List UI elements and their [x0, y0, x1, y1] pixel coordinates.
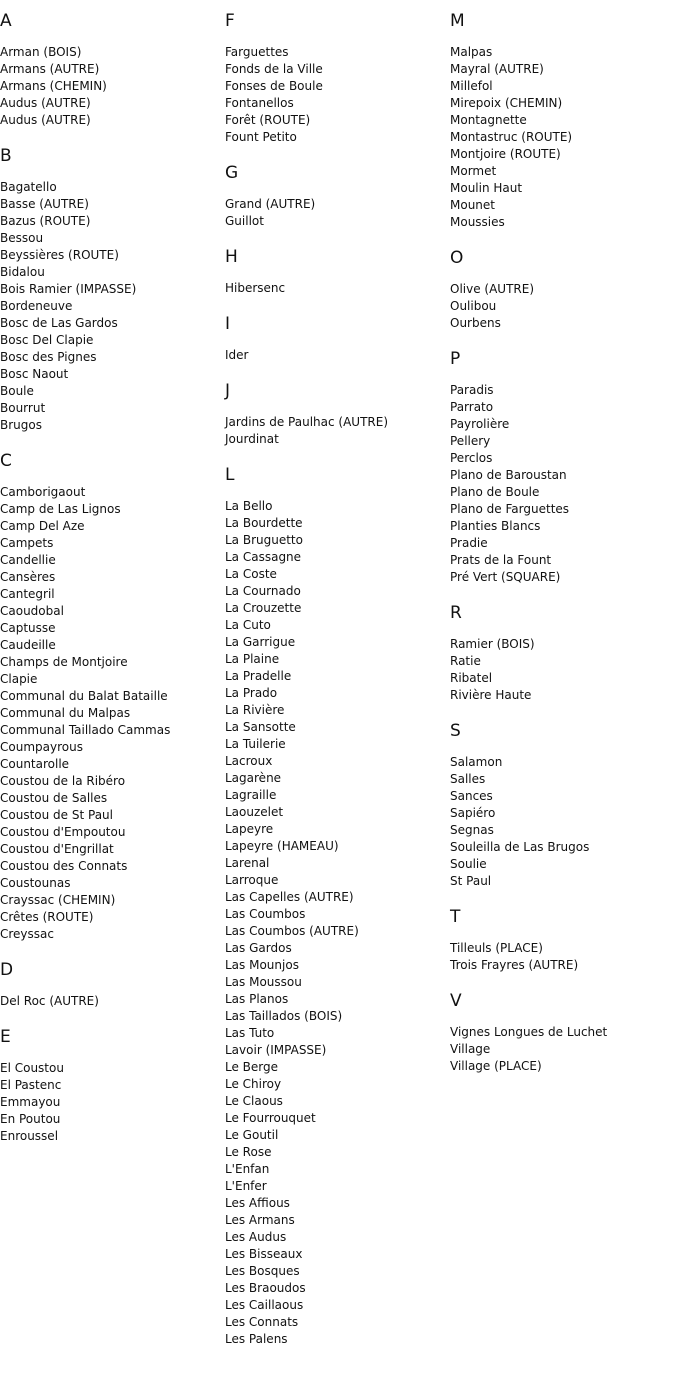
street-link[interactable]: Forêt (ROUTE): [225, 113, 311, 127]
street-link[interactable]: Les Armans: [225, 1213, 295, 1227]
street-link[interactable]: Plano de Farguettes: [450, 502, 570, 516]
street-list: [0, 44, 225, 129]
street-link[interactable]: Le Goutil: [225, 1128, 279, 1142]
street-link[interactable]: Sapiéro: [450, 806, 496, 820]
street-link[interactable]: Salles: [450, 772, 486, 786]
letter-group-c: [0, 453, 225, 943]
street-link[interactable]: Montjoire (ROUTE): [450, 147, 561, 161]
street-link[interactable]: Communal Taillado Cammas: [0, 723, 171, 737]
street-link[interactable]: Las Planos: [225, 992, 289, 1006]
street-list: [0, 484, 225, 943]
street-link[interactable]: Captusse: [0, 621, 56, 635]
street-link[interactable]: Lapeyre: [225, 822, 274, 836]
street-link[interactable]: Lagraille: [225, 788, 277, 802]
letter-heading: E: [0, 1027, 11, 1047]
street-link[interactable]: Lapeyre (HAMEAU): [225, 839, 339, 853]
street-link[interactable]: Mayral (AUTRE): [450, 62, 544, 76]
letter-heading: I: [225, 314, 231, 334]
street-link[interactable]: Communal du Balat Bataille: [0, 689, 168, 703]
street-list: [450, 382, 675, 586]
letter-heading: G: [225, 163, 239, 183]
letter-group-j: [225, 383, 450, 448]
index-column-3: [450, 0, 675, 1075]
street-list: [0, 993, 225, 1010]
street-list: [225, 347, 450, 364]
street-link[interactable]: Countarolle: [0, 757, 70, 771]
letter-group-f: [225, 13, 450, 146]
street-link[interactable]: Larroque: [225, 873, 279, 887]
street-link[interactable]: Caudeille: [0, 638, 56, 652]
street-link[interactable]: Bessou: [0, 231, 44, 245]
street-link[interactable]: Ider: [225, 348, 249, 362]
street-link[interactable]: La Rivière: [225, 703, 285, 717]
street-link[interactable]: Larenal: [225, 856, 270, 870]
street-link[interactable]: Oulibou: [450, 299, 497, 313]
street-link[interactable]: Montastruc (ROUTE): [450, 130, 573, 144]
street-link[interactable]: Payrolière: [450, 417, 510, 431]
letter-group-i: [225, 316, 450, 364]
letter-group-l: [225, 467, 450, 1348]
letter-group-t: [450, 909, 675, 974]
street-link[interactable]: La Pradelle: [225, 669, 292, 683]
letter-heading: A: [0, 11, 12, 31]
letter-group-m: [450, 13, 675, 231]
street-link[interactable]: Farguettes: [225, 45, 289, 59]
street-link[interactable]: Prats de la Fount: [450, 553, 552, 567]
street-link[interactable]: L'Enfan: [225, 1162, 270, 1176]
street-link[interactable]: Bordeneuve: [0, 299, 73, 313]
street-link[interactable]: Armans (CHEMIN): [0, 79, 107, 93]
street-link[interactable]: Ratie: [450, 654, 481, 668]
street-link[interactable]: Village: [450, 1042, 491, 1056]
street-link[interactable]: El Coustou: [0, 1061, 64, 1075]
index-column-1: [0, 0, 225, 1145]
letter-heading: V: [450, 991, 462, 1011]
street-link[interactable]: Soulie: [450, 857, 487, 871]
street-link[interactable]: Plano de Boule: [450, 485, 540, 499]
street-link[interactable]: Camp Del Aze: [0, 519, 85, 533]
letter-heading: H: [225, 247, 238, 267]
street-link[interactable]: Las Moussou: [225, 975, 302, 989]
street-link[interactable]: Parrato: [450, 400, 494, 414]
street-link[interactable]: Souleilla de Las Brugos: [450, 840, 590, 854]
street-link[interactable]: Moussies: [450, 215, 505, 229]
street-link[interactable]: Las Tuto: [225, 1026, 275, 1040]
street-link[interactable]: El Pastenc: [0, 1078, 62, 1092]
street-link[interactable]: La Coste: [225, 567, 277, 581]
street-link[interactable]: Lagarène: [225, 771, 282, 785]
street-link[interactable]: Pradie: [450, 536, 488, 550]
street-link[interactable]: Les Audus: [225, 1230, 287, 1244]
street-link[interactable]: Guillot: [225, 214, 264, 228]
street-link[interactable]: La Cuto: [225, 618, 271, 632]
street-link[interactable]: Coustou d'Empoutou: [0, 825, 126, 839]
street-link[interactable]: Fontanellos: [225, 96, 294, 110]
street-link[interactable]: Las Mounjos: [225, 958, 299, 972]
street-link[interactable]: Tilleuls (PLACE): [450, 941, 543, 955]
street-list: [450, 636, 675, 704]
street-link[interactable]: La Cassagne: [225, 550, 302, 564]
letter-group-r: [450, 605, 675, 704]
street-link[interactable]: Pré Vert (SQUARE): [450, 570, 561, 584]
letter-group-a: [0, 13, 225, 129]
street-link[interactable]: Arman (BOIS): [0, 45, 82, 59]
street-link[interactable]: Jourdinat: [225, 432, 279, 446]
street-list: [225, 44, 450, 146]
street-link[interactable]: Montagnette: [450, 113, 527, 127]
street-link[interactable]: Creyssac: [0, 927, 54, 941]
street-link[interactable]: Village (PLACE): [450, 1059, 542, 1073]
street-link[interactable]: Coustou des Connats: [0, 859, 128, 873]
street-link[interactable]: Ribatel: [450, 671, 493, 685]
street-link[interactable]: Boule: [0, 384, 34, 398]
street-link[interactable]: Coustou de St Paul: [0, 808, 113, 822]
street-link[interactable]: L'Enfer: [225, 1179, 267, 1193]
street-list: [450, 1024, 675, 1075]
letter-group-p: [450, 351, 675, 586]
street-link[interactable]: Rivière Haute: [450, 688, 532, 702]
street-link[interactable]: Del Roc (AUTRE): [0, 994, 99, 1008]
index-column-2: [225, 0, 450, 1348]
street-link[interactable]: Emmayou: [0, 1095, 61, 1109]
street-link[interactable]: La Garrigue: [225, 635, 296, 649]
street-link[interactable]: Bazus (ROUTE): [0, 214, 91, 228]
letter-group-v: [450, 993, 675, 1075]
street-link[interactable]: Bagatello: [0, 180, 57, 194]
letter-heading: F: [225, 11, 235, 31]
street-link[interactable]: Bosc Naout: [0, 367, 69, 381]
street-link[interactable]: Pellery: [450, 434, 491, 448]
street-link[interactable]: Coumpayrous: [0, 740, 83, 754]
street-link[interactable]: Mormet: [450, 164, 497, 178]
street-link[interactable]: En Poutou: [0, 1112, 61, 1126]
street-link[interactable]: Lacroux: [225, 754, 273, 768]
street-list: [225, 498, 450, 1348]
street-link[interactable]: Las Capelles (AUTRE): [225, 890, 354, 904]
street-link[interactable]: La Prado: [225, 686, 278, 700]
street-link[interactable]: Les Palens: [225, 1332, 288, 1346]
street-link[interactable]: Paradis: [450, 383, 494, 397]
street-list: [225, 280, 450, 297]
street-link[interactable]: Les Braoudos: [225, 1281, 306, 1295]
street-link[interactable]: Coustou de Salles: [0, 791, 108, 805]
letter-heading: J: [225, 381, 231, 401]
street-link[interactable]: Champs de Montjoire: [0, 655, 128, 669]
letter-heading: C: [0, 451, 12, 471]
street-link[interactable]: La Crouzette: [225, 601, 302, 615]
street-link[interactable]: Bois Ramier (IMPASSE): [0, 282, 137, 296]
street-link[interactable]: Clapie: [0, 672, 38, 686]
street-link[interactable]: Ramier (BOIS): [450, 637, 535, 651]
street-link[interactable]: Las Taillados (BOIS): [225, 1009, 343, 1023]
street-link[interactable]: Bourrut: [0, 401, 46, 415]
street-link[interactable]: Salamon: [450, 755, 503, 769]
street-link[interactable]: Cantegril: [0, 587, 55, 601]
street-link[interactable]: Fonses de Boule: [225, 79, 323, 93]
letter-heading: O: [450, 248, 464, 268]
letter-heading: D: [0, 960, 14, 980]
street-link[interactable]: Laouzelet: [225, 805, 284, 819]
street-link[interactable]: Planties Blancs: [450, 519, 541, 533]
street-link[interactable]: Las Coumbos: [225, 907, 306, 921]
street-link[interactable]: Les Bosques: [225, 1264, 300, 1278]
street-link[interactable]: Le Berge: [225, 1060, 279, 1074]
street-link[interactable]: Jardins de Paulhac (AUTRE): [225, 415, 389, 429]
street-link[interactable]: Millefol: [450, 79, 493, 93]
street-list: [0, 1060, 225, 1145]
street-link[interactable]: La Plaine: [225, 652, 280, 666]
letter-heading: R: [450, 603, 462, 623]
street-link[interactable]: Crayssac (CHEMIN): [0, 893, 116, 907]
street-link[interactable]: Les Caillaous: [225, 1298, 304, 1312]
street-link[interactable]: Le Fourrouquet: [225, 1111, 316, 1125]
street-link[interactable]: Communal du Malpas: [0, 706, 131, 720]
street-link[interactable]: La Bruguetto: [225, 533, 303, 547]
street-link[interactable]: Perclos: [450, 451, 493, 465]
street-link[interactable]: Les Bisseaux: [225, 1247, 303, 1261]
street-link[interactable]: Enroussel: [0, 1129, 59, 1143]
street-link[interactable]: Brugos: [0, 418, 42, 432]
street-list: [225, 414, 450, 448]
letter-group-d: [0, 962, 225, 1010]
street-list: [450, 940, 675, 974]
letter-group-h: [225, 249, 450, 297]
street-link[interactable]: Les Affious: [225, 1196, 290, 1210]
letter-group-g: [225, 165, 450, 230]
letter-heading: T: [450, 907, 461, 927]
street-link[interactable]: Audus (AUTRE): [0, 113, 91, 127]
street-link[interactable]: La Cournado: [225, 584, 301, 598]
street-link[interactable]: St Paul: [450, 874, 492, 888]
letter-heading: B: [0, 146, 12, 166]
street-link[interactable]: Sances: [450, 789, 493, 803]
street-link[interactable]: Segnas: [450, 823, 494, 837]
street-link[interactable]: Le Chiroy: [225, 1077, 282, 1091]
street-link[interactable]: Cansères: [0, 570, 56, 584]
street-link[interactable]: Candellie: [0, 553, 56, 567]
street-link[interactable]: La Sansotte: [225, 720, 296, 734]
street-link[interactable]: Vignes Longues de Luchet: [450, 1025, 608, 1039]
street-link[interactable]: Olive (AUTRE): [450, 282, 535, 296]
street-link[interactable]: Grand (AUTRE): [225, 197, 316, 211]
street-link[interactable]: La Tuilerie: [225, 737, 286, 751]
street-link[interactable]: Camborigaout: [0, 485, 86, 499]
street-link[interactable]: Trois Frayres (AUTRE): [450, 958, 579, 972]
street-link[interactable]: Les Connats: [225, 1315, 299, 1329]
letter-group-b: [0, 148, 225, 434]
street-link[interactable]: Campets: [0, 536, 54, 550]
street-list: [450, 754, 675, 890]
street-link[interactable]: Ourbens: [450, 316, 501, 330]
letter-group-o: [450, 250, 675, 332]
street-link[interactable]: Fonds de la Ville: [225, 62, 323, 76]
street-link[interactable]: Basse (AUTRE): [0, 197, 89, 211]
street-link[interactable]: Crêtes (ROUTE): [0, 910, 94, 924]
street-link[interactable]: Malpas: [450, 45, 493, 59]
street-list: [450, 281, 675, 332]
street-link[interactable]: Bosc des Pignes: [0, 350, 97, 364]
street-link[interactable]: Le Claous: [225, 1094, 283, 1108]
street-link[interactable]: Coustounas: [0, 876, 71, 890]
street-link[interactable]: Armans (AUTRE): [0, 62, 100, 76]
letter-heading: L: [225, 465, 235, 485]
letter-heading: M: [450, 11, 465, 31]
street-link[interactable]: La Bello: [225, 499, 273, 513]
street-link[interactable]: La Bourdette: [225, 516, 303, 530]
street-link[interactable]: Bidalou: [0, 265, 45, 279]
street-link[interactable]: Hibersenc: [225, 281, 286, 295]
street-list: [0, 179, 225, 434]
street-link[interactable]: Camp de Las Lignos: [0, 502, 121, 516]
street-link[interactable]: Audus (AUTRE): [0, 96, 91, 110]
street-link[interactable]: Bosc de Las Gardos: [0, 316, 118, 330]
street-link[interactable]: Las Coumbos (AUTRE): [225, 924, 359, 938]
street-link[interactable]: Mirepoix (CHEMIN): [450, 96, 563, 110]
street-link[interactable]: Fount Petito: [225, 130, 297, 144]
street-link[interactable]: Plano de Baroustan: [450, 468, 567, 482]
street-link[interactable]: Coustou de la Ribéro: [0, 774, 126, 788]
street-link[interactable]: Beyssières (ROUTE): [0, 248, 119, 262]
letter-group-e: [0, 1029, 225, 1145]
letter-heading: P: [450, 349, 461, 369]
street-list: [225, 196, 450, 230]
street-link[interactable]: Las Gardos: [225, 941, 292, 955]
street-link[interactable]: Lavoir (IMPASSE): [225, 1043, 327, 1057]
street-link[interactable]: Caoudobal: [0, 604, 64, 618]
letter-group-s: [450, 723, 675, 890]
street-link[interactable]: Mounet: [450, 198, 495, 212]
street-link[interactable]: Moulin Haut: [450, 181, 523, 195]
street-link[interactable]: Le Rose: [225, 1145, 272, 1159]
street-link[interactable]: Coustou d'Engrillat: [0, 842, 114, 856]
letter-heading: S: [450, 721, 461, 741]
street-link[interactable]: Bosc Del Clapie: [0, 333, 94, 347]
street-list: [450, 44, 675, 231]
